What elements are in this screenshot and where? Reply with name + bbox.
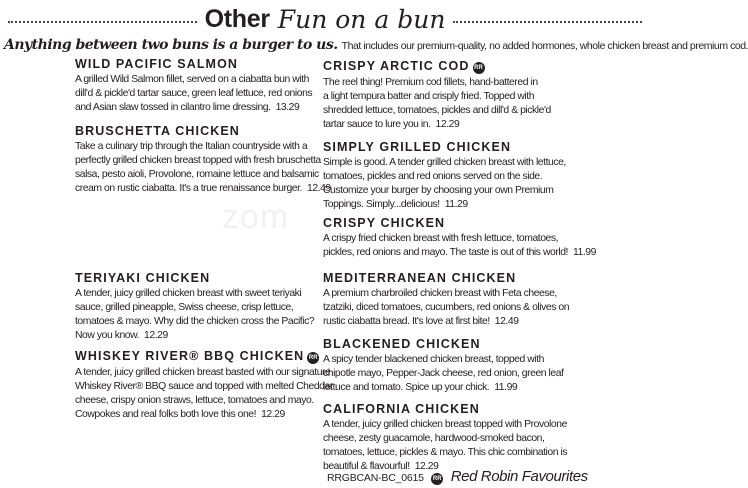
item-price: 11.99 xyxy=(572,247,596,258)
item-description-line xyxy=(75,101,335,115)
item-name xyxy=(75,124,335,138)
description-text: and Asian slaw tossed in cilantro lime dressing. xyxy=(75,102,271,113)
item-name xyxy=(323,402,583,416)
item-name xyxy=(323,271,583,285)
description-text: lettuce and tomato. Spice up your chick. xyxy=(323,382,490,393)
description-text: Now you know. xyxy=(75,330,140,341)
item-price: 11.99 xyxy=(494,382,518,393)
item-description-line xyxy=(75,329,335,343)
item-description-line xyxy=(75,182,335,196)
item-description-line xyxy=(323,381,583,395)
description-text: Take a culinary trip through the Italian countryside with a xyxy=(75,141,308,152)
description-text: rustic ciabatta bread. It's love at first bite! xyxy=(323,316,490,327)
item-name xyxy=(323,337,583,351)
rr-favourite-icon: RR xyxy=(431,473,443,485)
watermark: zom xyxy=(222,198,290,236)
description-text: tomatoes, lettuce, pickles & mayo. This chic combination is xyxy=(323,447,568,458)
description-text: A tender, juicy grilled chicken breast topped with Provolone xyxy=(323,419,567,430)
description-text: cheese, crispy onion straws, lettuce, tomatoes and mayo. xyxy=(75,395,314,406)
description-text: beautiful & flavourful! xyxy=(323,461,410,472)
item-description-line xyxy=(75,315,335,329)
description-text: cheese, zesty guacamole, hardwood-smoked bacon, xyxy=(323,433,545,444)
item-description-line xyxy=(75,394,335,408)
footer xyxy=(327,468,588,486)
item-description-line xyxy=(75,380,335,394)
description-text: The reel thing! Premium cod fillets, hand-battered in xyxy=(323,77,538,88)
item-description-line xyxy=(75,301,335,315)
description-text: a light tempura batter and crisply fried. Topped with xyxy=(323,91,535,102)
item-description-line xyxy=(75,87,335,101)
description-text: tartar sauce to lure you in. xyxy=(323,119,431,130)
item-description-line xyxy=(75,408,335,422)
item-description-line xyxy=(323,246,596,260)
divider-dots xyxy=(8,21,197,23)
item-description-line xyxy=(75,168,335,182)
tagline-lead: Anything between two buns is a burger to us. xyxy=(4,37,338,53)
item-description-line xyxy=(323,232,583,246)
description-text: Whiskey River® BBQ sauce and topped with melted Cheddar xyxy=(75,381,333,392)
item-name xyxy=(323,216,583,230)
menu-item xyxy=(323,140,583,212)
item-description-line xyxy=(323,184,583,198)
item-name-text: BLACKENED CHICKEN xyxy=(323,337,481,351)
item-name xyxy=(323,59,583,74)
menu-item xyxy=(323,271,583,329)
description-text: pickles, red onions and mayo. The taste is out of this world! xyxy=(323,247,568,258)
item-description-line xyxy=(323,353,583,367)
item-description-line xyxy=(323,104,583,118)
item-description-line xyxy=(323,446,583,460)
menu-item xyxy=(75,349,335,422)
rr-favourite-icon: RR xyxy=(307,352,319,364)
description-text: tzatziki, diced tomatoes, cucumbers, red onions & olives on xyxy=(323,302,570,313)
description-text: cream on rustic ciabatta. It's a true renaissance burger. xyxy=(75,183,302,194)
item-description-line xyxy=(323,198,583,212)
item-description-line xyxy=(323,90,583,104)
tagline xyxy=(4,36,748,54)
item-name xyxy=(75,57,335,71)
description-text: chipotle mayo, Pepper-Jack cheese, red onion, green leaf xyxy=(323,368,564,379)
description-text: shredded lettuce, tomatoes, pickles and dill'd & pickle'd xyxy=(323,105,551,116)
item-description-line xyxy=(323,76,583,90)
item-price: 11.29 xyxy=(444,199,468,210)
item-price: 12.29 xyxy=(414,461,439,472)
item-price: 12.49 xyxy=(307,183,331,194)
item-description-line xyxy=(75,366,335,380)
item-name-text: CRISPY CHICKEN xyxy=(323,216,446,230)
menu-item xyxy=(75,124,335,196)
item-description-line xyxy=(323,287,583,301)
item-description-line xyxy=(323,367,583,381)
description-text: tomatoes & mayo. Why did the chicken cross the Pacific? xyxy=(75,316,315,327)
section-title: Other xyxy=(204,4,270,33)
description-text: salsa, pesto aioli, Provolone, romaine lettuce and balsamic xyxy=(75,169,319,180)
section-header xyxy=(0,2,650,36)
item-name xyxy=(75,349,335,364)
item-description-line xyxy=(323,315,583,329)
description-text: A crispy fried chicken breast with fresh lettuce, tomatoes, xyxy=(323,233,559,244)
menu-item xyxy=(75,57,335,115)
menu-item xyxy=(323,337,583,395)
description-text: sauce, grilled pineapple, Swiss cheese, crisp lettuce, xyxy=(75,302,294,313)
description-text: Simple is good. A tender grilled chicken breast with lettuce, xyxy=(323,157,566,168)
rr-favourite-icon: RR xyxy=(473,62,485,74)
item-price: 12.29 xyxy=(144,330,168,341)
menu-code: RRGBCAN-BC_0615 xyxy=(327,472,424,484)
description-text: A tender, juicy grilled chicken breast with sweet teriyaki xyxy=(75,288,302,299)
item-description-line xyxy=(323,156,583,170)
description-text: A premium charbroiled chicken breast with Feta cheese, xyxy=(323,288,557,299)
item-description-line xyxy=(75,73,335,87)
item-name-text: CALIFORNIA CHICKEN xyxy=(323,402,480,416)
description-text: perfectly grilled chicken breast topped with fresh bruschetta xyxy=(75,155,321,166)
divider-dots xyxy=(453,21,642,23)
menu-item xyxy=(75,271,335,343)
item-name-text: MEDITERRANEAN CHICKEN xyxy=(323,271,517,285)
description-text: A spicy tender blackened chicken breast, topped with xyxy=(323,354,544,365)
item-name-text: BRUSCHETTA CHICKEN xyxy=(75,124,240,138)
description-text: A grilled Wild Salmon fillet, served on a ciabatta bun with xyxy=(75,74,309,85)
description-text: Customize your burger by choosing your own Premium xyxy=(323,185,554,196)
item-description-line xyxy=(75,287,335,301)
item-name-text: WILD PACIFIC SALMON xyxy=(75,57,239,71)
favourites-legend: Red Robin Favourites xyxy=(450,468,588,485)
description-text: Toppings. Simply...delicious! xyxy=(323,199,440,210)
description-text: tomatoes, pickles and red onions served on the side. xyxy=(323,171,543,182)
item-description-line xyxy=(323,170,583,184)
item-price: 12.49 xyxy=(494,316,519,327)
menu-item xyxy=(323,216,596,260)
item-description-line xyxy=(323,432,583,446)
item-description-line xyxy=(323,118,583,132)
description-text: dill'd & pickle'd tartar sauce, green leaf lettuce, red onions xyxy=(75,88,313,99)
item-price: 13.29 xyxy=(275,102,300,113)
description-text: A tender, juicy grilled chicken breast basted with our signature xyxy=(75,367,331,378)
menu-item xyxy=(323,59,583,132)
item-name-text: WHISKEY RIVER® BBQ CHICKEN xyxy=(75,349,305,363)
item-name-text: TERIYAKI CHICKEN xyxy=(75,271,211,285)
item-description-line xyxy=(323,301,583,315)
item-description-line xyxy=(323,418,583,432)
description-text: Cowpokes and real folks both love this one! xyxy=(75,409,257,420)
item-name xyxy=(75,271,335,285)
menu-item xyxy=(323,402,583,474)
item-name-text: SIMPLY GRILLED CHICKEN xyxy=(323,140,512,154)
section-title-script: Fun on a bun xyxy=(277,4,446,34)
item-price: 12.29 xyxy=(435,119,460,130)
item-price: 12.29 xyxy=(261,409,285,420)
item-description-line xyxy=(75,140,335,154)
item-name xyxy=(323,140,583,154)
item-name-text: CRISPY ARCTIC COD xyxy=(323,59,470,73)
item-description-line xyxy=(75,154,335,168)
tagline-text: That includes our premium-quality, no added hormones, whole chicken breast and premium cod. xyxy=(341,40,748,52)
